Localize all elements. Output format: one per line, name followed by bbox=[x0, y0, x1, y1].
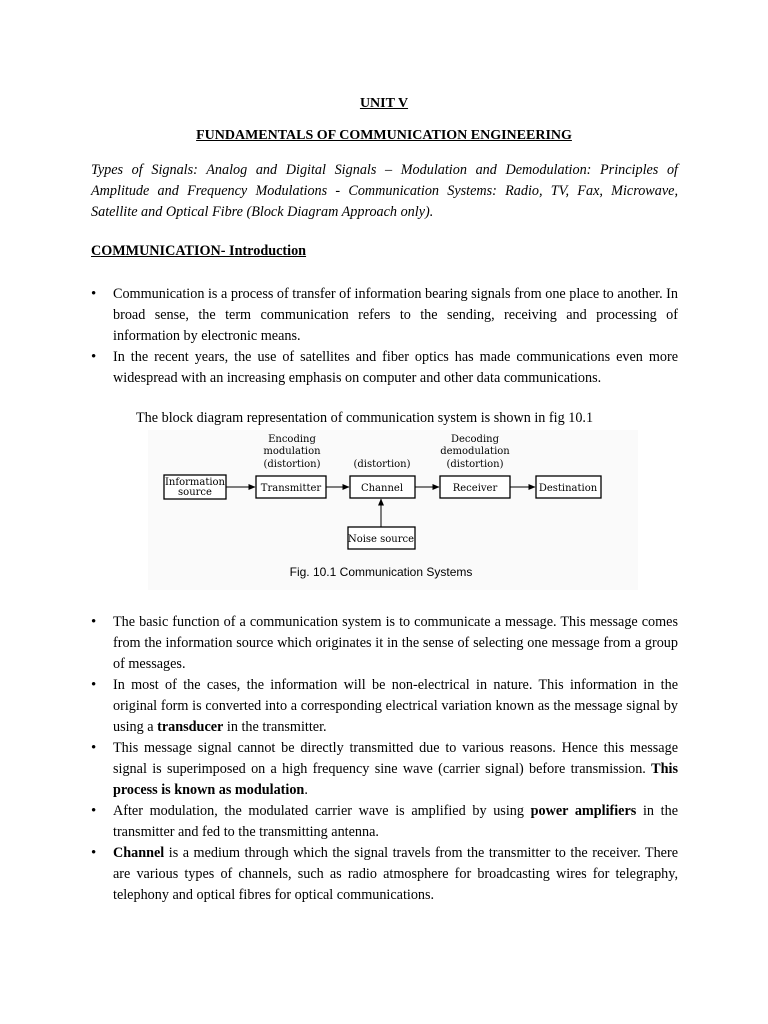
channel-block bbox=[350, 476, 415, 498]
text-segment: is a medium through which the signal travels from the transmitter to the receiver. There are various types of channels, such as radio atmosphere for broadcasting wires for telegraphy, telephony and optical fibres for optical communications. bbox=[113, 845, 678, 903]
diagram-intro-text: The block diagram representation of communication system is shown in fig 10.1 bbox=[136, 410, 594, 426]
list-item: • In the recent years, the use of satellites and fiber optics has made communications even more widespread with an increasing emphasis on computer and other data communications. bbox=[91, 347, 678, 389]
destination-block bbox=[536, 476, 601, 498]
svg-text:Transmitter: Transmitter bbox=[260, 483, 322, 494]
list-item bbox=[91, 675, 678, 738]
list-item bbox=[91, 801, 678, 843]
distortion-label: (distortion) bbox=[263, 459, 321, 470]
list-item bbox=[91, 843, 678, 906]
figure-caption: Fig. 10.1 Communication Systems bbox=[289, 565, 473, 579]
document-title: FUNDAMENTALS OF COMMUNICATION ENGINEERING bbox=[196, 128, 572, 143]
bold-term: Channel bbox=[113, 845, 165, 861]
svg-text:source: source bbox=[178, 487, 212, 498]
demodulation-label: demodulation bbox=[440, 446, 510, 457]
text-segment: After modulation, the modulated carrier wave is amplified by using bbox=[113, 803, 531, 819]
bold-term: transducer bbox=[157, 719, 224, 735]
syllabus-paragraph: Types of Signals: Analog and Digital Signals – Modulation and Demodulation: Principles of Amplitude and Frequency Modulations - Communication Systems: Radio, TV, Fax, Microwave, Satellite and Optical Fibre (Block Diagram Approach only). bbox=[91, 162, 678, 220]
list-item: • The basic function of a communication system is to communicate a message. This message comes from the information source which originates it in the sense of selecting one message from a group of messages. bbox=[91, 612, 678, 675]
text-segment: This message signal cannot be directly transmitted due to various reasons. Hence this message signal is superimposed on a high frequency sine wave (carrier signal) before transmission. bbox=[113, 740, 678, 777]
distortion-label: (distortion) bbox=[446, 459, 504, 470]
svg-text:Destination: Destination bbox=[538, 483, 598, 494]
svg-text:Channel: Channel bbox=[360, 483, 404, 494]
intro-bullet-list bbox=[91, 284, 678, 389]
svg-text:Information: Information bbox=[164, 477, 226, 488]
bold-term: power amplifiers bbox=[530, 803, 637, 819]
list-item: • Communication is a process of transfer of information bearing signals from one place to another. In broad sense, the term communication refers to the sending, receiving and processing of information by electronic means. bbox=[91, 284, 678, 347]
text-segment: In most of the cases, the information will be non-electrical in nature. This information in the original form is converted into a corresponding electrical variation known as the message signal by using a bbox=[113, 677, 678, 735]
transmitter-block bbox=[256, 476, 326, 498]
encoding-label: Encoding bbox=[268, 434, 316, 445]
unit-label: UNIT V bbox=[359, 96, 409, 111]
svg-text:Receiver: Receiver bbox=[452, 483, 498, 494]
block-diagram-figure bbox=[148, 430, 638, 590]
channel-distortion-label: (distortion) bbox=[353, 459, 411, 470]
text-segment: in the transmitter and fed to the transmitting antenna. bbox=[113, 803, 678, 840]
text-segment: . bbox=[304, 782, 308, 798]
section-heading: COMMUNICATION- Introduction bbox=[91, 243, 307, 259]
information-source-block bbox=[164, 475, 226, 499]
noise-source-block bbox=[348, 527, 415, 549]
decoding-label: Decoding bbox=[451, 434, 499, 445]
svg-text:Noise source: Noise source bbox=[347, 534, 415, 545]
receiver-block bbox=[440, 476, 510, 498]
modulation-label: modulation bbox=[263, 446, 321, 457]
list-item bbox=[91, 738, 678, 801]
text-segment: in the transmitter. bbox=[223, 719, 327, 735]
detail-bullet-list bbox=[91, 612, 678, 906]
bold-term: This process is known as modulation bbox=[113, 761, 678, 798]
